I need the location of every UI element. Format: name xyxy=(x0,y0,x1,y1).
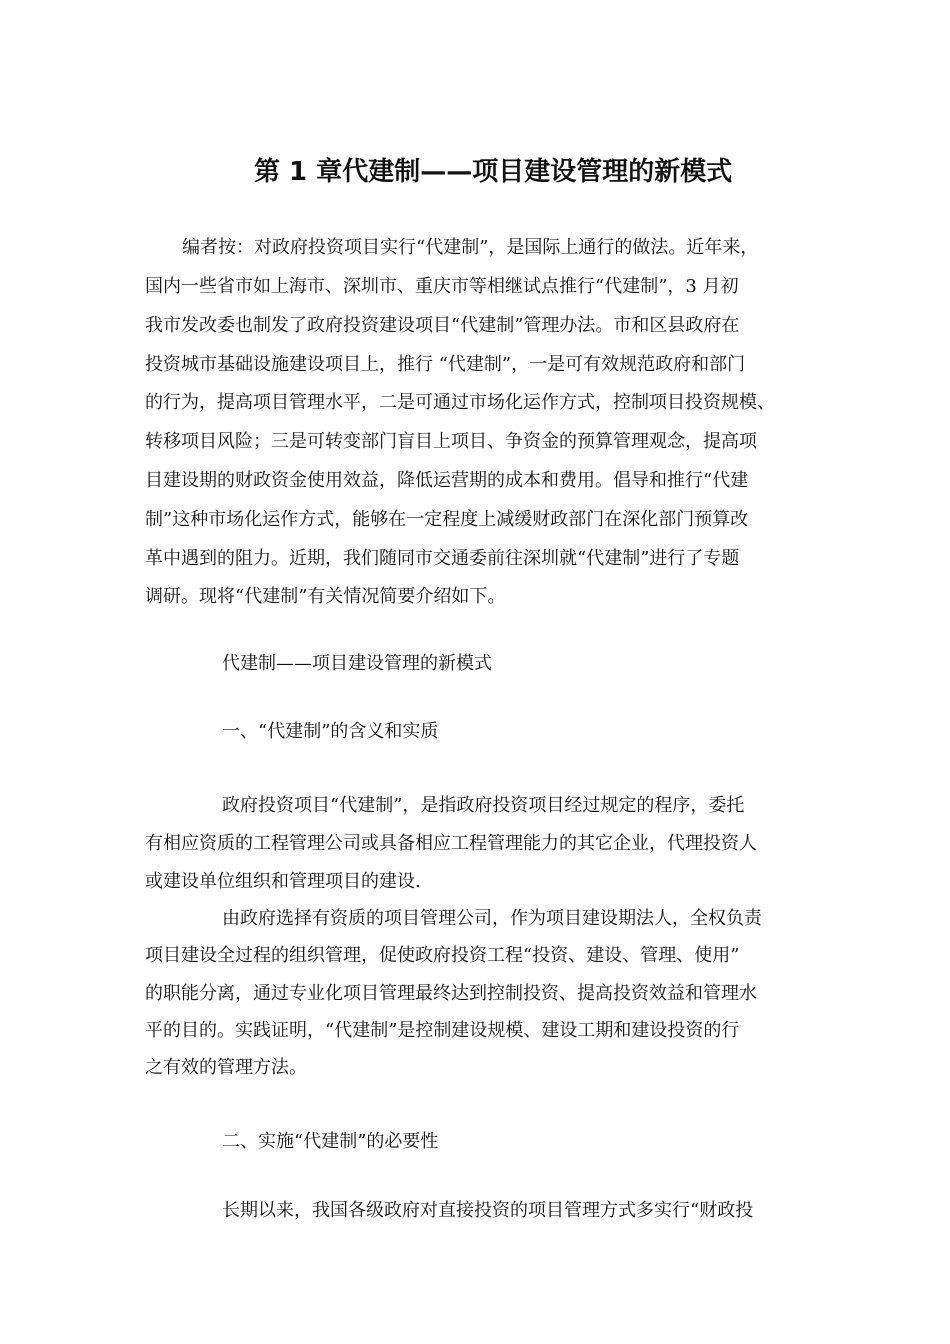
intro-line: 编者按：对政府投资项目实行“代建制”，是国际上通行的做法。近年来， xyxy=(182,237,759,258)
intro-line: 调研。现将“代建制”有关情况简要介绍如下。 xyxy=(145,586,506,607)
section-heading: 一、“代建制”的含义和实质 xyxy=(222,721,439,742)
paragraph-line: 长期以来，我国各级政府对直接投资的项目管理方式多实行“财政投 xyxy=(222,1200,754,1221)
intro-line: 制”这种市场化运作方式，能够在一定程度上减缓财政部门在深化部门预算改 xyxy=(145,509,749,530)
paragraph-line: 的职能分离，通过专业化项目管理最终达到控制投资、提高投资效益和管理水 xyxy=(145,983,757,1004)
paragraph-line: 平的目的。实践证明，“代建制”是控制建设规模、建设工期和建设投资的行 xyxy=(145,1020,740,1041)
paragraph-line: 有相应资质的工程管理公司或具备相应工程管理能力的其它企业，代理投资人 xyxy=(145,833,757,854)
paragraph-line: 由政府选择有资质的项目管理公司，作为项目建设期法人，全权负责 xyxy=(222,908,762,929)
paragraph-line: 之有效的管理方法。 xyxy=(145,1057,307,1078)
document-title: 第 1 章代建制——项目建设管理的新模式 xyxy=(254,157,733,187)
intro-line: 投资城市基础设施建设项目上，推行 “代建制”，一是可有效规范政府和部门 xyxy=(145,354,746,375)
document-subtitle: 代建制——项目建设管理的新模式 xyxy=(222,653,492,674)
intro-line: 我市发改委也制发了政府投资建设项目“代建制”管理办法。市和区县政府在 xyxy=(145,315,740,336)
paragraph-line: 政府投资项目“代建制”，是指政府投资项目经过规定的程序，委托 xyxy=(222,795,745,816)
intro-line: 目建设期的财政资金使用效益，降低运营期的成本和费用。倡导和推行“代建 xyxy=(145,470,749,491)
intro-line: 国内一些省市如上海市、深圳市、重庆市等相继试点推行“代建制”，3 月初 xyxy=(145,276,739,297)
section-heading: 二、实施“代建制”的必要性 xyxy=(222,1131,439,1152)
paragraph-line: 或建设单位组织和管理项目的建设. xyxy=(145,871,421,892)
paragraph-line: 项目建设全过程的组织管理，促使政府投资工程“投资、建设、管理、使用” xyxy=(145,945,740,966)
intro-line: 转移项目风险；三是可转变部门盲目上项目、争资金的预算管理观念，提高项 xyxy=(145,431,757,452)
intro-line: 的行为，提高项目管理水平，二是可通过市场化运作方式，控制项目投资规模、 xyxy=(145,392,775,413)
intro-line: 革中遇到的阻力。近期，我们随同市交通委前往深圳就“代建制”进行了专题 xyxy=(145,548,740,569)
